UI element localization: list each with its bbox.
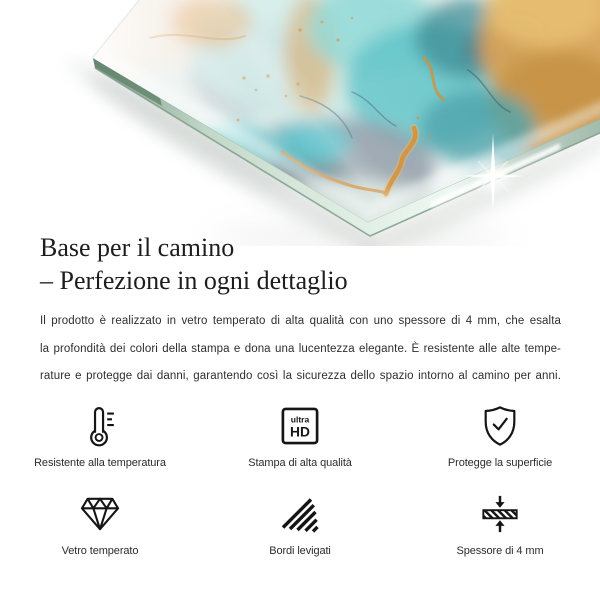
product-description [40,308,561,391]
feature-label: Resistente alla temperatura [34,457,166,469]
compressed-thickness-icon [480,491,520,537]
page-title-line-2: – Perfezione in ogni dettaglio [40,266,348,295]
ultra-hd-icon-text-bottom: HD [290,424,310,440]
glass-panel-illustration [0,0,600,246]
page-title-line-1: Base per il camino [40,233,235,262]
page-title [40,231,570,297]
feature-grid [0,403,600,559]
thermometer-icon [82,403,118,449]
ultra-hd-icon [281,403,319,449]
feature-print-quality [200,403,400,471]
feature-label: Protegge la superficie [447,457,553,469]
description-line: rature e protegge dai danni, garantendo così la sicurezza dello spazio intorno al camino per anni. [40,370,561,382]
feature-label: Bordi levigati [269,545,331,557]
polished-edges-icon [280,491,320,537]
feature-surface-protection [400,403,600,471]
feature-temperature-resistant [0,403,200,471]
ultra-hd-icon-text-top: ultra [290,414,310,425]
feature-polished-edges [200,491,400,559]
feature-tempered-glass [0,491,200,559]
feature-thickness [400,491,600,559]
description-line: la profondità dei colori della stampa e dona una lucentezza elegante. È resistente alle alte tempe- [40,342,561,355]
feature-label: Spessore di 4 mm [456,545,544,557]
feature-label: Stampa di alta qualità [248,457,352,469]
product-image [0,0,600,246]
diamond-icon [79,491,121,537]
feature-label: Vetro temperato [61,545,139,557]
shield-check-icon [481,403,519,449]
description-line: Il prodotto è realizzato in vetro temperato di alta qualità con uno spessore di 4 mm, che esalta [40,315,561,327]
